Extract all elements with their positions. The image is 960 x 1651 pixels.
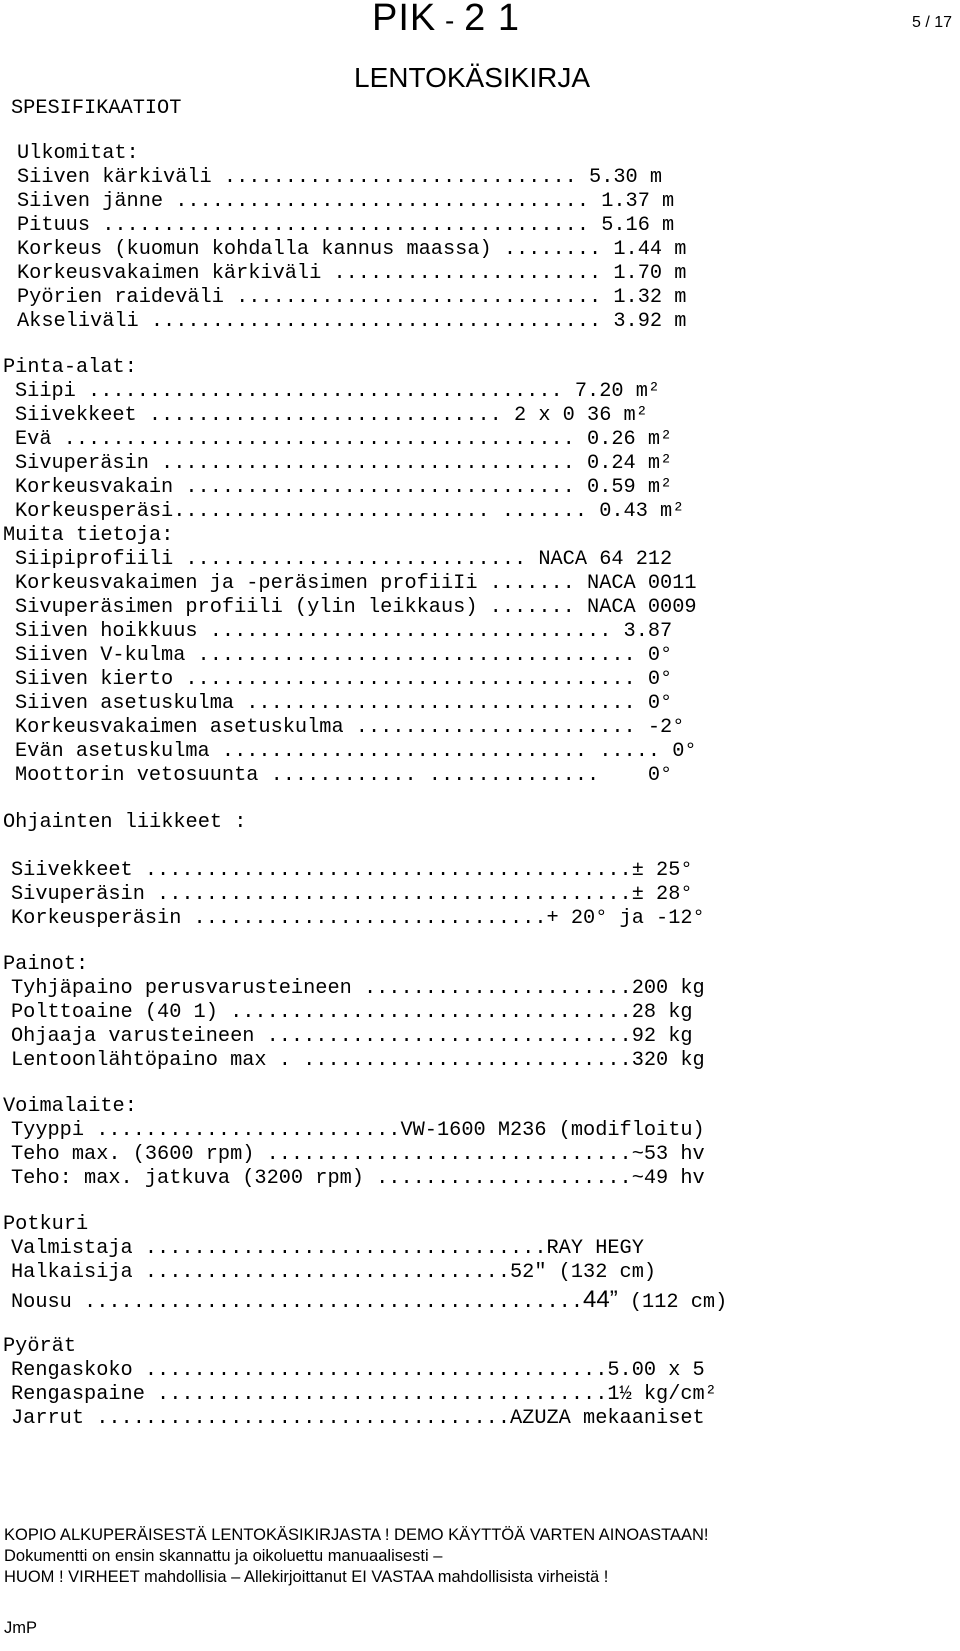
spec-row: Siiven jänne .................................. 1.37 m (17, 190, 675, 213)
spec-row: Siipiprofiili ............................ NACA 64 212 (15, 548, 673, 571)
spec-row: Moottorin vetosuunta ............ .............. 0° (15, 764, 673, 787)
spec-row: Lentoonlähtöpaino max . ...........................320 kg (11, 1049, 705, 1072)
spec-row: Korkeusvakaimen kärkiväli ...................... 1.70 m (17, 262, 687, 285)
spec-row: Korkeusperäsi.......................... ....... 0.43 m² (15, 500, 685, 523)
spec-row: Ohjaaja varusteineen ..............................92 kg (11, 1025, 693, 1048)
spec-row: Korkeusvakaimen asetuskulma ....................... -2° (15, 716, 685, 739)
spec-row: Siivekkeet ........................................± 25° (11, 859, 693, 882)
nousu-label: Nousu ......................................... (11, 1291, 584, 1314)
spec-row: Pyörien raideväli .............................. 1.32 m (17, 286, 687, 309)
spec-row: Siiven V-kulma .................................... 0° (15, 644, 673, 667)
spec-row: Jarrut ..................................AZUZA mekaaniset (11, 1407, 705, 1430)
spec-row: Siiven kierto ..................................... 0° (15, 668, 673, 691)
title-main: PIK (372, 0, 437, 39)
spec-row: Evä .......................................... 0.26 m² (15, 428, 673, 451)
ohjainten-liikkeet-heading: Ohjainten liikkeet : (3, 811, 247, 834)
document-subtitle: LENTOKÄSIKIRJA (354, 62, 591, 93)
spec-row: Siiven asetuskulma ................................ 0° (15, 692, 673, 715)
footer-scan-notice: Dokumentti on ensin skannattu ja oikoluettu manuaalisesti – (4, 1547, 443, 1565)
nousu-value: 44” (583, 1286, 618, 1313)
footer-initials: JmP (4, 1619, 37, 1637)
spec-row: Akseliväli ..................................... 3.92 m (17, 310, 687, 333)
spec-row: Siivekkeet ............................. 2 x 0 36 m² (15, 404, 648, 427)
spec-row: Teho max. (3600 rpm) ..............................~53 hv (11, 1143, 705, 1166)
spec-row: Pituus ........................................ 5.16 m (17, 214, 675, 237)
page-number: 5 / 17 (912, 14, 953, 31)
spec-row: Tyyppi .........................VW-1600 M236 (modifloitu) (11, 1119, 705, 1142)
document-title (372, 0, 520, 43)
potkuri-heading: Potkuri (3, 1213, 89, 1236)
pinta-alat-heading: Pinta-alat: (3, 356, 137, 379)
spec-row: Tyhjäpaino perusvarusteineen ......................200 kg (11, 977, 705, 1000)
spec-row: Korkeusperäsin .............................+ 20° ja -12° (11, 907, 705, 930)
spec-row: Rengaspaine .....................................1½ kg/cm² (11, 1383, 717, 1406)
spec-row: Korkeus (kuomun kohdalla kannus maassa) ........ 1.44 m (17, 238, 687, 261)
spec-row: Halkaisija ..............................52" (132 cm) (11, 1261, 657, 1284)
voimalaite-heading: Voimalaite: (3, 1095, 137, 1118)
spec-row: Evän asetuskulma .............................. ..... 0° (15, 740, 697, 763)
footer-copy-notice: KOPIO ALKUPERÄISESTÄ LENTOKÄSIKIRJASTA ! DEMO KÄYTTÖÄ VARTEN AINOASTAAN! (4, 1526, 709, 1544)
spec-row: Teho: max. jatkuva (3200 rpm) .....................~49 hv (11, 1167, 705, 1190)
spec-row: Sivuperäsin .................................. 0.24 m² (15, 452, 673, 475)
muita-tietoja-heading: Muita tietoja: (3, 524, 174, 547)
spec-row: Rengaskoko ......................................5.00 x 5 (11, 1359, 705, 1382)
nousu-suffix: (112 cm) (617, 1291, 728, 1314)
spec-row: Siiven hoikkuus ................................. 3.87 (15, 620, 673, 643)
spec-row: Sivuperäsin .......................................± 28° (11, 883, 693, 906)
spec-row: Korkeusvakaimen ja -peräsimen profiiIi ....... NACA 0011 (15, 572, 697, 595)
spec-row: Siiven kärkiväli ............................. 5.30 m (17, 166, 663, 189)
footer-disclaimer: HUOM ! VIRHEET mahdollisia – Allekirjoittanut EI VASTAA mahdollisista virheistä ! (4, 1568, 609, 1586)
spec-row: Korkeusvakain ................................ 0.59 m² (15, 476, 673, 499)
spec-row: Sivuperäsimen profiili (ylin leikkaus) ....... NACA 0009 (15, 596, 697, 619)
spec-row: Valmistaja .................................RAY HEGY (11, 1237, 644, 1260)
title-number: 2 1 (464, 0, 520, 39)
spec-row-nousu (11, 1288, 727, 1316)
spec-row: Siipi ....................................... 7.20 m² (15, 380, 661, 403)
section-title: SPESIFIKAATIOT (11, 97, 182, 120)
spec-row: Polttoaine (40 1) .................................28 kg (11, 1001, 693, 1024)
title-separator: - (436, 5, 465, 36)
pyorat-heading: Pyörät (3, 1335, 77, 1358)
painot-heading: Painot: (3, 953, 89, 976)
ulkomitat-heading: Ulkomitat: (17, 142, 139, 165)
